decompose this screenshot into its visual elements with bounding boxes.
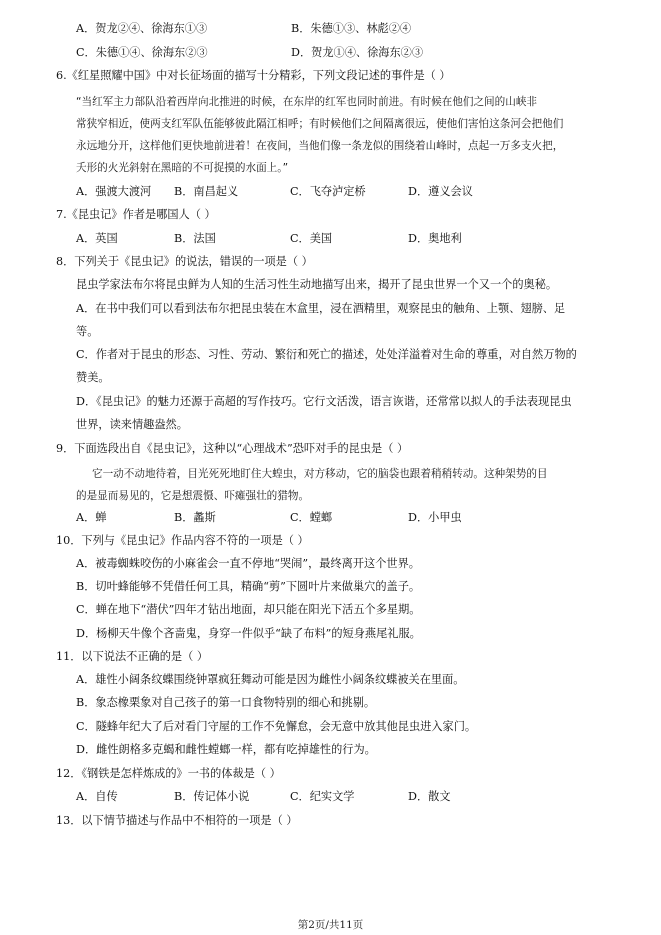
q8-option-d: D．《昆虫记》的魅力还源于高超的写作技巧。它行文活泼，语言诙谐，还常常以拟人的手法表现昆虫: [76, 395, 572, 408]
q11-stem: 11．以下说法不正确的是（ ）: [56, 650, 209, 663]
q8-option-c: C．作者对于昆虫的形态、习性、劳动、繁衍和死亡的描述，处处洋溢着对生命的尊重，对自然万物的: [76, 348, 577, 361]
q5-option-a: A．贺龙②④、徐海东①③: [76, 22, 208, 35]
q10-option-c: C．蝉在地下“潜伏”四年才钻出地面，却只能在阳光下活五个多星期。: [76, 603, 421, 616]
q12-stem: 12．《钢铁是怎样炼成的》一书的体裁是（ ）: [56, 767, 281, 780]
q9-option-d: D．小甲虫: [408, 511, 462, 524]
q7-option-b: B．法国: [174, 232, 216, 245]
q11-option-c: C．隧蜂年纪大了后对看门守屋的工作不免懈怠，会无意中放其他昆虫进入家门。: [76, 720, 477, 733]
q6-option-b: B．南昌起义: [174, 185, 239, 198]
q6-passage-line-1: “当红军主力部队沿着西岸向北推进的时候，在东岸的红军也同时前进。有时候在他们之间的山峡非: [76, 96, 538, 108]
q9-passage-line-1: 它一动不动地待着，目光死死地盯住大蝗虫，对方移动，它的脑袋也跟着稍稍转动。这种架势的目: [92, 468, 548, 480]
q7-options: [76, 230, 611, 248]
q11-option-d: D．雌性朗格多克蝎和雌性螳螂一样，都有吃掉雄性的行为。: [76, 743, 376, 756]
q9-stem: 9．下面选段出自《昆虫记》，这种以“心理战术”恐吓对手的昆虫是（ ）: [56, 442, 409, 455]
q9-passage-line-2: 的是显而易见的，它是想震慑、吓瘫强壮的猎物。: [76, 490, 310, 502]
q11-option-a: A．雄性小阔条纹蝶围绕钟罩疯狂舞动可能是因为雌性小阔条纹蝶被关在里面。: [76, 673, 465, 686]
q8-line-1: 昆虫学家法布尔将昆虫鲜为人知的生活习性生动地描写出来，揭开了昆虫世界一个又一个的奥秘。: [76, 278, 558, 291]
q6-passage-line-3: 永远地分开，这样他们更快地前进着！在夜间，当他们像一条龙似的围绕着山峰时，点起一万多支火把，: [76, 140, 564, 152]
q12-option-c: C．纪实文学: [290, 790, 355, 803]
q5-option-b: B．朱德①③、林彪②④: [291, 22, 412, 35]
q12-option-a: A．自传: [76, 790, 118, 803]
q7-option-d: D．奥地利: [408, 232, 462, 245]
q5-option-d: D．贺龙①④、徐海东②③: [291, 46, 424, 59]
q6-stem: 6.《红星照耀中国》中对长征场面的描写十分精彩，下列文段记述的事件是（ ）: [56, 69, 451, 82]
q8-option-d-cont: 世界，读来情趣盎然。: [76, 418, 188, 431]
q5-options-row-2: [76, 44, 611, 62]
q7-option-c: C．美国: [290, 232, 333, 245]
q10-option-b: B．切叶蜂能够不凭借任何工具，精确“剪”下圆叶片来做巢穴的盖子。: [76, 580, 421, 593]
q6-option-d: D．遵义会议: [408, 185, 473, 198]
q12-option-b: B．传记体小说: [174, 790, 250, 803]
page-number: 第2页/共11页: [297, 919, 364, 931]
q6-passage-line-4: 夭形的火光斜射在黑暗的不可捉摸的水面上。”: [76, 162, 289, 174]
q5-option-c: C．朱德①④、徐海东②③: [76, 46, 208, 59]
q11-option-b: B．象态橡栗象对自己孩子的第一口食物特别的细心和挑剔。: [76, 696, 376, 709]
q6-option-c: C．飞夺泸定桥: [290, 185, 366, 198]
q9-option-a: A．蝉: [76, 511, 107, 524]
q8-option-a: A．在书中我们可以看到法布尔把昆虫装在木盒里，浸在酒精里，观察昆虫的触角、上颚、翅膀、足: [76, 302, 566, 315]
q9-option-c: C．螳螂: [290, 511, 333, 524]
q5-options-row-1: [76, 20, 611, 38]
q6-passage-line-2: 常狭窄相近，使两支红军队伍能够彼此隔江相呼；有时候他们之间隔离很远，使他们害怕这条河会把他们: [76, 118, 564, 130]
q8-option-a-cont: 等。: [76, 325, 99, 338]
q12-options: [76, 788, 611, 806]
q7-option-a: A．英国: [76, 232, 118, 245]
q8-option-c-cont: 赞美。: [76, 371, 110, 384]
q7-stem: 7.《昆虫记》作者是哪国人（ ）: [56, 208, 216, 221]
q10-option-d: D．杨柳天牛像个吝啬鬼，身穿一件似乎“缺了布料”的短身燕尾礼服。: [76, 627, 421, 640]
q10-option-a: A．被毒蜘蛛咬伤的小麻雀会一直不停地“哭闹”，最终离开这个世界。: [76, 557, 420, 570]
q10-stem: 10．下列与《昆虫记》作品内容不符的一项是（ ）: [56, 534, 309, 547]
q13-stem: 13．以下情节描述与作品中不相符的一项是（ ）: [56, 814, 298, 827]
q9-options: [76, 509, 611, 527]
q6-option-a: A．强渡大渡河: [76, 185, 152, 198]
q12-option-d: D．散文: [408, 790, 451, 803]
q9-option-b: B．蠡斯: [174, 511, 216, 524]
q6-options: [76, 183, 611, 201]
q8-stem: 8．下列关于《昆虫记》的说法，错误的一项是（ ）: [56, 255, 313, 268]
